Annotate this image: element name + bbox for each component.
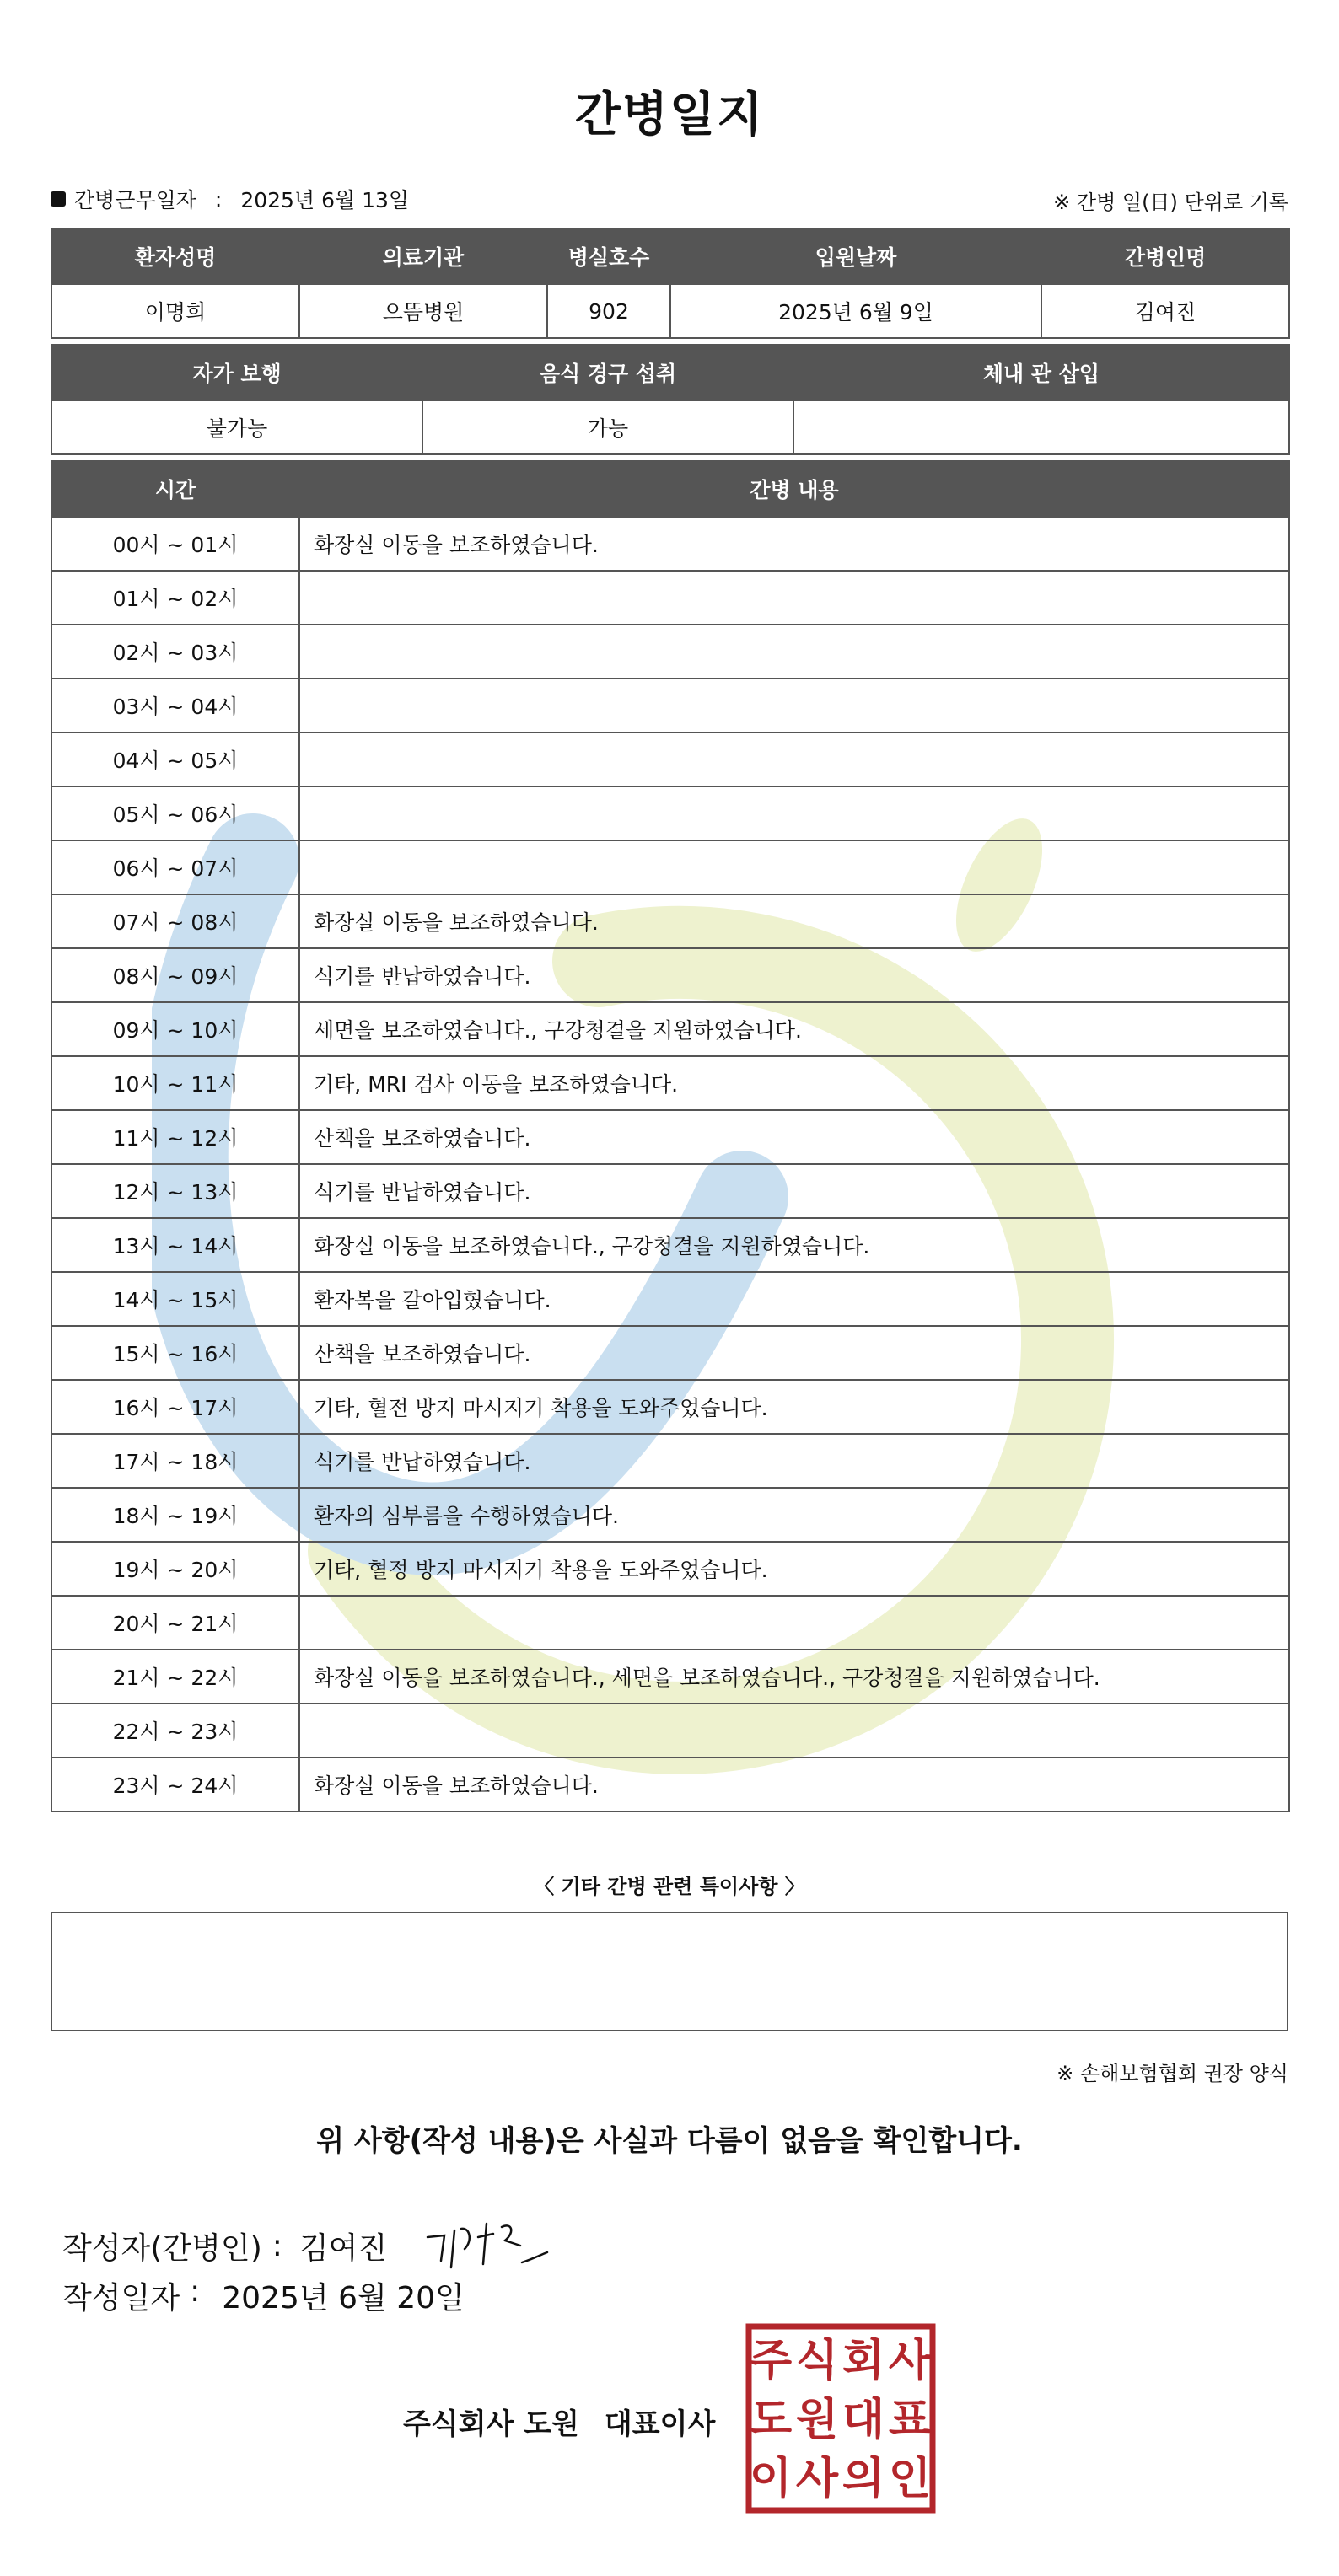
seal-character: 주 [749, 2336, 793, 2386]
patient-status-header [51, 345, 1289, 400]
extra-notes-title: 〈 기타 간병 관련 특이사항 〉 [534, 1875, 805, 1898]
table-row [51, 679, 1289, 733]
header-tube-insertion: 체내 관 삽입 [793, 345, 1289, 400]
time-slot: 17시 ~ 18시 [51, 1434, 299, 1488]
time-slot: 07시 ~ 08시 [51, 894, 299, 948]
work-date-value: 2025년 6월 13일 [240, 188, 410, 212]
handwritten-signature [421, 2212, 564, 2279]
company-role: 대표이사 [604, 2407, 716, 2441]
room-number: 902 [547, 284, 670, 338]
hourly-log-table [51, 460, 1290, 1812]
time-slot: 21시 ~ 22시 [51, 1650, 299, 1704]
writer-line [62, 2212, 564, 2279]
write-date-line [62, 2274, 465, 2317]
care-content [299, 786, 1289, 840]
time-slot: 15시 ~ 16시 [51, 1326, 299, 1380]
hospital-name: 으뜸병원 [299, 284, 547, 338]
table-row [51, 948, 1289, 1002]
bullet-square-icon [51, 191, 66, 207]
patient-info-table [51, 228, 1290, 339]
header-room: 병실호수 [547, 228, 670, 284]
care-content: 기타, MRI 검사 이동을 보조하였습니다. [299, 1056, 1289, 1110]
patient-info-values [51, 284, 1289, 338]
time-slot: 20시 ~ 21시 [51, 1596, 299, 1650]
table-row [51, 1542, 1289, 1596]
care-content: 세면을 보조하였습니다., 구강청결을 지원하였습니다. [299, 1002, 1289, 1056]
seal-character: 대 [842, 2395, 885, 2445]
self-walking-value: 불가능 [51, 400, 422, 454]
hourly-log-header [51, 461, 1289, 517]
patient-info-header [51, 228, 1289, 284]
unit-note: ※ 간병 일(日) 단위로 기록 [1053, 191, 1288, 214]
table-row [51, 517, 1289, 571]
admission-date: 2025년 6월 9일 [670, 284, 1041, 338]
table-row [51, 1164, 1289, 1218]
care-content: 식기를 반납하였습니다. [299, 1434, 1289, 1488]
header-admission-date: 입원날짜 [670, 228, 1041, 284]
extra-notes-box [51, 1912, 1288, 2031]
header-self-walking: 자가 보행 [51, 345, 422, 400]
seal-character: 사 [888, 2336, 932, 2386]
patient-status-values [51, 400, 1289, 454]
care-content [299, 571, 1289, 625]
care-content [299, 679, 1289, 733]
work-date-line [51, 184, 409, 214]
table-row [51, 625, 1289, 679]
care-content: 화장실 이동을 보조하였습니다. [299, 1758, 1289, 1811]
confirmation-statement: 위 사항(작성 내용)은 사실과 다름이 없음을 확인합니다. [316, 2124, 1023, 2158]
time-slot: 02시 ~ 03시 [51, 625, 299, 679]
table-row [51, 1002, 1289, 1056]
table-row [51, 1434, 1289, 1488]
time-slot: 16시 ~ 17시 [51, 1380, 299, 1434]
seal-character: 이 [749, 2454, 793, 2504]
write-date-label: 작성일자 [62, 2281, 180, 2316]
care-content: 기타, 혈정 방지 마시지기 착용을 도와주었습니다. [299, 1542, 1289, 1596]
caregiver-name: 김여진 [1041, 284, 1289, 338]
time-slot: 03시 ~ 04시 [51, 679, 299, 733]
patient-status-table [51, 344, 1290, 455]
tube-insertion-value [793, 400, 1289, 454]
care-content: 산책을 보조하였습니다. [299, 1110, 1289, 1164]
company-name: 주식회사 도원 [403, 2407, 579, 2441]
table-row [51, 1758, 1289, 1811]
table-row [51, 571, 1289, 625]
writer-name: 김여진 [298, 2230, 388, 2266]
care-content: 산책을 보조하였습니다. [299, 1326, 1289, 1380]
header-care-content: 간병 내용 [299, 461, 1289, 517]
company-line [403, 2401, 715, 2442]
seal-character: 사 [795, 2454, 839, 2504]
time-slot: 14시 ~ 15시 [51, 1272, 299, 1326]
care-content: 기타, 혈전 방지 마시지기 착용을 도와주었습니다. [299, 1380, 1289, 1434]
time-slot: 18시 ~ 19시 [51, 1488, 299, 1542]
care-content: 화장실 이동을 보조하였습니다. [299, 894, 1289, 948]
time-slot: 09시 ~ 10시 [51, 1002, 299, 1056]
table-row [51, 1218, 1289, 1272]
writer-label: 작성자(간병인) [62, 2230, 262, 2266]
time-slot: 06시 ~ 07시 [51, 840, 299, 894]
header-patient-name: 환자성명 [51, 228, 299, 284]
table-row [51, 894, 1289, 948]
work-date-separator: : [214, 186, 223, 212]
write-date-value: 2025년 6월 20일 [222, 2281, 465, 2316]
table-row [51, 1380, 1289, 1434]
table-row [51, 1596, 1289, 1650]
company-seal-stamp [745, 2323, 936, 2514]
header-time: 시간 [51, 461, 299, 517]
care-content [299, 1596, 1289, 1650]
time-slot: 10시 ~ 11시 [51, 1056, 299, 1110]
seal-character: 표 [888, 2395, 932, 2445]
table-row [51, 733, 1289, 786]
care-content: 식기를 반납하였습니다. [299, 1164, 1289, 1218]
header-hospital: 의료기관 [299, 228, 547, 284]
seal-character: 원 [795, 2395, 839, 2445]
association-note: ※ 손해보험협회 권장 양식 [1057, 2062, 1288, 2085]
seal-character: 식 [795, 2336, 839, 2386]
table-row [51, 1110, 1289, 1164]
seal-character: 도 [749, 2395, 793, 2445]
table-row [51, 786, 1289, 840]
document-title: 간병일지 [574, 88, 765, 142]
header-caregiver: 간병인명 [1041, 228, 1289, 284]
care-content: 환자의 심부름을 수행하였습니다. [299, 1488, 1289, 1542]
table-row [51, 1272, 1289, 1326]
time-slot: 19시 ~ 20시 [51, 1542, 299, 1596]
time-slot: 00시 ~ 01시 [51, 517, 299, 571]
time-slot: 22시 ~ 23시 [51, 1704, 299, 1758]
table-row [51, 840, 1289, 894]
table-row [51, 1704, 1289, 1758]
oral-intake-value: 가능 [422, 400, 793, 454]
table-row [51, 1326, 1289, 1380]
table-row [51, 1056, 1289, 1110]
care-content: 화장실 이동을 보조하였습니다., 구강청결을 지원하였습니다. [299, 1218, 1289, 1272]
care-content: 식기를 반납하였습니다. [299, 948, 1289, 1002]
care-content [299, 1704, 1289, 1758]
hourly-log-body [51, 517, 1289, 1811]
time-slot: 13시 ~ 14시 [51, 1218, 299, 1272]
care-content [299, 840, 1289, 894]
time-slot: 01시 ~ 02시 [51, 571, 299, 625]
writer-separator: : [272, 2228, 282, 2263]
seal-character: 회 [842, 2336, 885, 2386]
care-content [299, 733, 1289, 786]
time-slot: 08시 ~ 09시 [51, 948, 299, 1002]
table-row [51, 1488, 1289, 1542]
patient-name: 이명희 [51, 284, 299, 338]
header-oral-intake: 음식 경구 섭취 [422, 345, 793, 400]
time-slot: 23시 ~ 24시 [51, 1758, 299, 1811]
table-row [51, 1650, 1289, 1704]
seal-character: 의 [842, 2454, 885, 2504]
seal-character: 인 [888, 2454, 932, 2504]
time-slot: 11시 ~ 12시 [51, 1110, 299, 1164]
time-slot: 04시 ~ 05시 [51, 733, 299, 786]
time-slot: 12시 ~ 13시 [51, 1164, 299, 1218]
care-content [299, 625, 1289, 679]
work-date-label: 간병근무일자 [74, 188, 196, 212]
care-content: 화장실 이동을 보조하였습니다., 세면을 보조하였습니다., 구강청결을 지원하였습니다. [299, 1650, 1289, 1704]
time-slot: 05시 ~ 06시 [51, 786, 299, 840]
write-date-separator: : [190, 2274, 201, 2309]
care-content: 환자복을 갈아입혔습니다. [299, 1272, 1289, 1326]
care-content: 화장실 이동을 보조하였습니다. [299, 517, 1289, 571]
